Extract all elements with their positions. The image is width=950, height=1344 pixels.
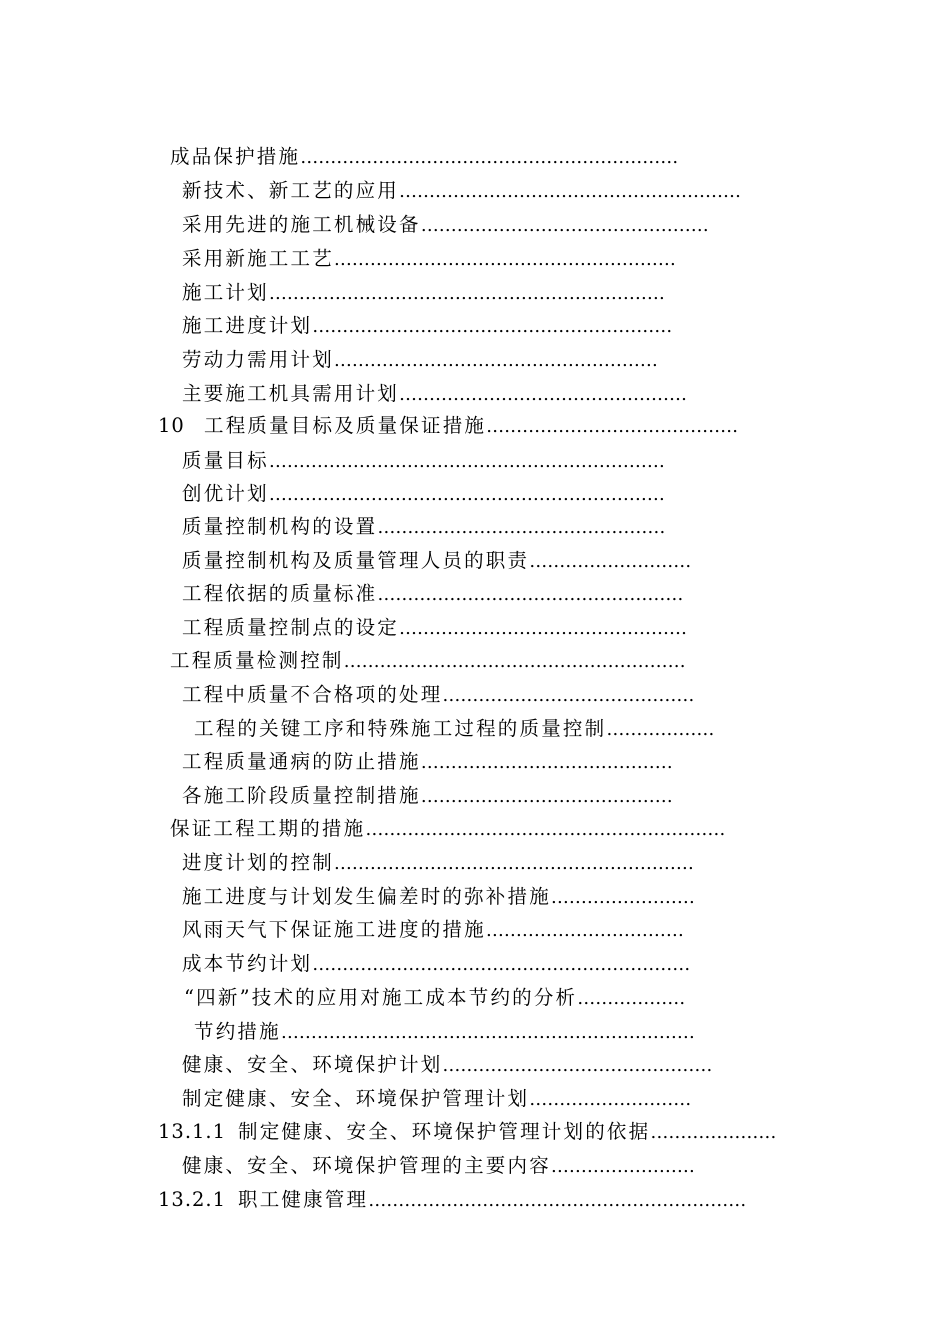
toc-entry-title: 采用先进的施工机械设备 bbox=[182, 213, 421, 236]
toc-leader: ………………… bbox=[650, 1122, 777, 1143]
toc-leader: …………………………………………………… bbox=[312, 316, 673, 337]
toc-entry-number: 10 bbox=[158, 414, 185, 437]
toc-entry-title: 健康、安全、环境保护计划 bbox=[182, 1053, 443, 1076]
toc-leader: …………………… bbox=[550, 887, 695, 908]
toc-entry-title: 制定健康、安全、环境保护管理计划 bbox=[182, 1087, 530, 1110]
toc-entry-title: 施工进度与计划发生偏差时的弥补措施 bbox=[182, 885, 551, 908]
toc-entry bbox=[194, 1017, 695, 1047]
toc-entry bbox=[182, 579, 683, 609]
toc-entry-title: 成品保护措施 bbox=[170, 145, 301, 168]
toc-leader: ……………… bbox=[606, 719, 715, 740]
toc-entry bbox=[182, 613, 687, 643]
toc-entry-title: 工程质量目标及质量保证措施 bbox=[204, 414, 487, 437]
toc-leader: ………………………………………… bbox=[420, 215, 709, 236]
toc-entry-title: 成本节约计划 bbox=[182, 952, 313, 975]
toc-leader: ……………………… bbox=[529, 551, 692, 572]
toc-entry-title: 工程质量通病的防止措施 bbox=[182, 750, 421, 773]
toc-entry-title: 质量控制机构的设置 bbox=[182, 515, 378, 538]
toc-leader: ………………………………………………………… bbox=[268, 451, 665, 472]
toc-leader: ………………………………………………………… bbox=[268, 283, 665, 304]
toc-leader: ……………………………………………………… bbox=[312, 954, 691, 975]
toc-entry-title: “四新”技术的应用对施工成本节约的分析 bbox=[184, 986, 578, 1009]
toc-entry-title: 健康、安全、环境保护管理的主要内容 bbox=[182, 1154, 551, 1177]
toc-entry bbox=[182, 882, 695, 912]
toc-entry bbox=[158, 411, 738, 441]
toc-leader: …………………………………… bbox=[420, 786, 673, 807]
toc-entry bbox=[182, 1050, 712, 1080]
toc-entry bbox=[194, 714, 714, 744]
toc-entry-title: 制定健康、安全、环境保护管理计划的依据 bbox=[238, 1120, 651, 1143]
toc-entry bbox=[182, 1151, 695, 1181]
toc-entry bbox=[182, 680, 694, 710]
toc-entry-title: 主要施工机具需用计划 bbox=[182, 382, 400, 405]
toc-entry-title: 质量目标 bbox=[182, 449, 269, 472]
toc-entry-title: 质量控制机构及质量管理人员的职责 bbox=[182, 549, 530, 572]
toc-entry-title: 创优计划 bbox=[182, 482, 269, 505]
toc-leader: ……………………………………………… bbox=[333, 350, 658, 371]
toc-entry-title: 风雨天气下保证施工进度的措施 bbox=[182, 918, 486, 941]
toc-entry bbox=[158, 1185, 746, 1215]
toc-entry-title: 各施工阶段质量控制措施 bbox=[182, 784, 421, 807]
toc-entry bbox=[182, 747, 673, 777]
toc-entry bbox=[182, 278, 665, 308]
toc-leader: ……………………………………………………… bbox=[300, 147, 679, 168]
toc-entry bbox=[182, 949, 690, 979]
toc-entry-title: 施工计划 bbox=[182, 281, 269, 304]
toc-entry-title: 采用新施工工艺 bbox=[182, 247, 334, 270]
toc-entry bbox=[170, 814, 725, 844]
toc-leader: ………………………………………………… bbox=[343, 651, 686, 672]
toc-entry bbox=[170, 142, 678, 172]
toc-leader: …………………………………… bbox=[486, 416, 739, 437]
toc-leader: ………………………………………………… bbox=[333, 249, 676, 270]
toc-leader: …………………… bbox=[550, 1156, 695, 1177]
toc-leader: …………………………………………… bbox=[377, 584, 684, 605]
toc-leader: ………………………………………… bbox=[399, 384, 688, 405]
toc-entry bbox=[182, 512, 665, 542]
toc-entry-title: 工程中质量不合格项的处理 bbox=[182, 683, 443, 706]
toc-entry-title: 施工进度计划 bbox=[182, 314, 313, 337]
toc-entry-title: 职工健康管理 bbox=[238, 1188, 369, 1211]
toc-leader: ………………………………………………… bbox=[399, 181, 742, 202]
toc-leader: …………………………………………………………… bbox=[280, 1022, 695, 1043]
toc-entry bbox=[182, 210, 709, 240]
toc-entry-title: 工程依据的质量标准 bbox=[182, 582, 378, 605]
toc-entry bbox=[182, 446, 665, 476]
toc-leader: …………………………… bbox=[485, 920, 684, 941]
toc-leader: ……………………… bbox=[529, 1089, 692, 1110]
toc-entry bbox=[182, 546, 691, 576]
toc-leader: ………………………………………… bbox=[377, 517, 666, 538]
toc-entry-title: 节约措施 bbox=[194, 1020, 281, 1043]
toc-leader: …………………………………… bbox=[420, 752, 673, 773]
toc-entry-title: 保证工程工期的措施 bbox=[170, 817, 366, 840]
toc-entry bbox=[182, 479, 665, 509]
toc-entry-number: 13.1.1 bbox=[158, 1120, 227, 1143]
toc-leader: …………………………………………………… bbox=[365, 819, 726, 840]
toc-entry-title: 工程质量控制点的设定 bbox=[182, 616, 400, 639]
toc-entry bbox=[184, 983, 685, 1013]
toc-entry bbox=[182, 781, 673, 811]
toc-entry bbox=[182, 311, 672, 341]
toc-leader: ……………………………………………………… bbox=[368, 1190, 747, 1211]
toc-entry bbox=[182, 176, 741, 206]
toc-entry-title: 新技术、新工艺的应用 bbox=[182, 179, 400, 202]
toc-entry-title: 劳动力需用计划 bbox=[182, 348, 334, 371]
toc-entry bbox=[170, 646, 686, 676]
toc-leader: ………………………………………………………… bbox=[268, 484, 665, 505]
toc-entry bbox=[182, 244, 676, 274]
toc-entry bbox=[158, 1117, 776, 1147]
toc-entry bbox=[182, 915, 684, 945]
toc-entry bbox=[182, 345, 658, 375]
toc-leader: …………………………………… bbox=[442, 685, 695, 706]
toc-leader: …………………………………………………… bbox=[333, 853, 694, 874]
toc-entry-title: 工程质量检测控制 bbox=[170, 649, 344, 672]
toc-leader: ………………………………………… bbox=[399, 618, 688, 639]
toc-leader: ……………… bbox=[577, 988, 686, 1009]
toc-entry bbox=[182, 379, 687, 409]
toc-leader: ……………………………………… bbox=[442, 1055, 713, 1076]
toc-entry-title: 工程的关键工序和特殊施工过程的质量控制 bbox=[194, 717, 607, 740]
toc-entry bbox=[182, 1084, 691, 1114]
toc-entry-title: 进度计划的控制 bbox=[182, 851, 334, 874]
toc-entry bbox=[182, 848, 694, 878]
toc-entry-number: 13.2.1 bbox=[158, 1188, 227, 1211]
